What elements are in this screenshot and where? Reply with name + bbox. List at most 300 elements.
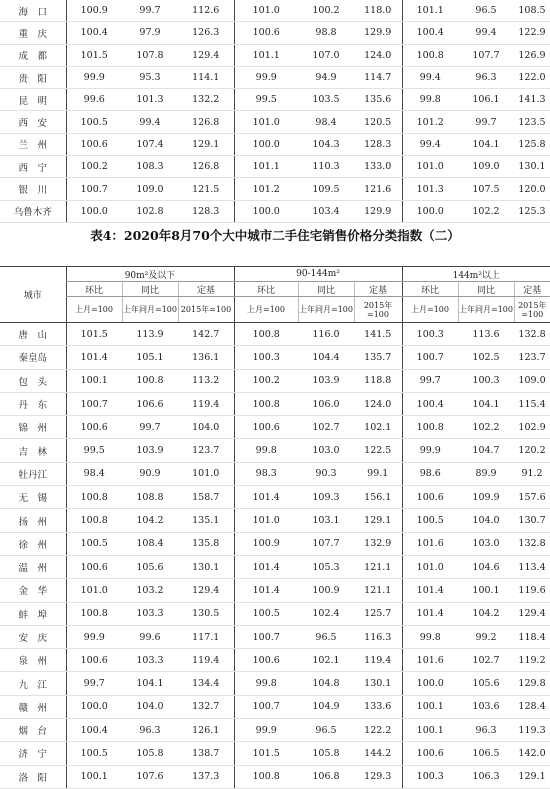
city-name-cell: 无 锡 (0, 486, 66, 509)
header-base-row (0, 297, 550, 323)
index-value-cell: 100.7 (234, 625, 298, 648)
city-name-cell: 金 华 (0, 579, 66, 602)
header-mom: 环比 (402, 282, 458, 297)
header-base-yoy: 上年同月=100 (458, 297, 514, 323)
index-value-cell: 98.4 (298, 111, 354, 133)
index-value-cell: 100.7 (66, 392, 122, 415)
index-value-cell: 104.0 (458, 509, 514, 532)
index-value-cell: 103.9 (298, 369, 354, 392)
index-value-cell: 108.3 (122, 156, 178, 178)
city-name-cell: 扬 州 (0, 509, 66, 532)
index-value-cell: 101.0 (402, 555, 458, 578)
table-row (0, 462, 550, 485)
index-value-cell: 100.0 (66, 200, 122, 222)
index-value-cell: 107.5 (458, 178, 514, 200)
index-value-cell: 98.6 (402, 462, 458, 485)
index-value-cell: 99.4 (402, 66, 458, 88)
index-value-cell: 104.0 (122, 695, 178, 718)
index-value-cell: 128.4 (514, 695, 550, 718)
index-value-cell: 135.7 (354, 346, 402, 369)
price-index-table (0, 266, 550, 789)
index-value-cell: 103.1 (298, 509, 354, 532)
city-name-cell: 蚌 埠 (0, 602, 66, 625)
city-name-cell: 成 都 (0, 44, 66, 66)
index-value-cell: 132.2 (178, 89, 234, 111)
table-row (0, 0, 550, 22)
index-value-cell: 101.4 (66, 346, 122, 369)
index-value-cell: 102.7 (298, 416, 354, 439)
header-base-fixed: 2015年=100 (354, 297, 402, 323)
header-mom: 环比 (66, 282, 122, 297)
index-value-cell: 106.8 (298, 765, 354, 788)
index-value-cell: 104.2 (122, 509, 178, 532)
index-value-cell: 104.4 (298, 346, 354, 369)
index-value-cell: 104.0 (178, 416, 234, 439)
table-row (0, 66, 550, 88)
index-value-cell: 100.4 (66, 719, 122, 742)
table-row (0, 742, 550, 765)
index-value-cell: 126.1 (178, 719, 234, 742)
city-name-cell: 贵 阳 (0, 66, 66, 88)
index-value-cell: 104.9 (298, 695, 354, 718)
index-value-cell: 113.6 (458, 323, 514, 346)
city-name-cell: 牡丹江 (0, 462, 66, 485)
index-value-cell: 99.7 (122, 0, 178, 22)
index-value-cell: 102.2 (458, 416, 514, 439)
index-value-cell: 102.5 (458, 346, 514, 369)
header-base-mom: 上月=100 (234, 297, 298, 323)
index-value-cell: 100.6 (234, 649, 298, 672)
index-value-cell: 99.5 (66, 439, 122, 462)
index-value-cell: 105.1 (122, 346, 178, 369)
header-base-fixed: 2015年=100 (514, 297, 550, 323)
header-base-yoy: 上年同月=100 (122, 297, 178, 323)
index-value-cell: 107.4 (122, 133, 178, 155)
index-value-cell: 100.8 (402, 416, 458, 439)
table-title: 表4：2020年8月70个大中城市二手住宅销售价格分类指数（二） (90, 228, 460, 243)
city-name-cell: 烟 台 (0, 719, 66, 742)
index-value-cell: 99.7 (122, 416, 178, 439)
index-value-cell: 119.3 (514, 719, 550, 742)
index-value-cell: 101.1 (234, 44, 298, 66)
index-value-cell: 100.9 (66, 0, 122, 22)
city-name-cell: 银 川 (0, 178, 66, 200)
index-value-cell: 100.5 (234, 602, 298, 625)
index-value-cell: 121.1 (354, 579, 402, 602)
index-value-cell: 99.8 (234, 439, 298, 462)
index-value-cell: 96.5 (298, 625, 354, 648)
index-value-cell: 121.1 (354, 555, 402, 578)
index-value-cell: 101.2 (234, 178, 298, 200)
index-value-cell: 89.9 (458, 462, 514, 485)
index-value-cell: 113.9 (122, 323, 178, 346)
header-yoy: 同比 (458, 282, 514, 297)
index-value-cell: 122.0 (514, 66, 550, 88)
index-value-cell: 122.2 (354, 719, 402, 742)
index-value-cell: 118.4 (514, 625, 550, 648)
index-value-cell: 129.4 (178, 579, 234, 602)
index-value-cell: 132.8 (514, 532, 550, 555)
city-name-cell: 锦 州 (0, 416, 66, 439)
index-value-cell: 116.0 (298, 323, 354, 346)
index-value-cell: 109.0 (458, 156, 514, 178)
city-name-cell: 包 头 (0, 369, 66, 392)
index-value-cell: 126.8 (178, 111, 234, 133)
index-value-cell: 129.4 (178, 44, 234, 66)
index-value-cell: 104.7 (458, 439, 514, 462)
index-value-cell: 100.6 (66, 133, 122, 155)
index-value-cell: 102.7 (458, 649, 514, 672)
header-group-large: 144m²以上 (402, 267, 550, 282)
index-value-cell: 142.0 (514, 742, 550, 765)
city-name-cell: 兰 州 (0, 133, 66, 155)
index-value-cell: 129.9 (354, 22, 402, 44)
index-value-cell: 99.5 (234, 89, 298, 111)
index-value-cell: 98.8 (298, 22, 354, 44)
index-value-cell: 123.5 (514, 111, 550, 133)
index-value-cell: 104.2 (458, 602, 514, 625)
index-value-cell: 114.7 (354, 66, 402, 88)
header-group-mid: 90-144m² (234, 267, 402, 282)
table-row (0, 509, 550, 532)
index-value-cell: 100.2 (234, 369, 298, 392)
index-value-cell: 126.3 (178, 22, 234, 44)
index-value-cell: 119.4 (178, 649, 234, 672)
index-value-cell: 104.1 (458, 392, 514, 415)
table-row (0, 44, 550, 66)
index-value-cell: 100.3 (402, 323, 458, 346)
index-value-cell: 101.4 (402, 579, 458, 602)
index-value-cell: 123.7 (178, 439, 234, 462)
index-value-cell: 128.3 (178, 200, 234, 222)
index-value-cell: 113.2 (178, 369, 234, 392)
table-row (0, 555, 550, 578)
index-value-cell: 100.5 (402, 509, 458, 532)
index-value-cell: 101.1 (402, 0, 458, 22)
table-row (0, 695, 550, 718)
index-value-cell: 130.1 (178, 555, 234, 578)
index-value-cell: 101.0 (234, 509, 298, 532)
index-value-cell: 100.3 (458, 369, 514, 392)
index-value-cell: 100.3 (402, 765, 458, 788)
index-value-cell: 100.0 (66, 695, 122, 718)
city-name-cell: 安 庆 (0, 625, 66, 648)
index-value-cell: 100.1 (402, 719, 458, 742)
table-row (0, 200, 550, 222)
index-value-cell: 137.3 (178, 765, 234, 788)
index-value-cell: 100.8 (402, 44, 458, 66)
index-value-cell: 100.9 (234, 532, 298, 555)
index-value-cell: 101.0 (178, 462, 234, 485)
index-value-cell: 102.1 (298, 649, 354, 672)
index-value-cell: 99.4 (402, 133, 458, 155)
index-value-cell: 102.2 (458, 200, 514, 222)
index-value-cell: 130.1 (354, 672, 402, 695)
index-value-cell: 100.1 (66, 765, 122, 788)
index-value-cell: 122.5 (354, 439, 402, 462)
index-value-cell: 157.6 (514, 486, 550, 509)
index-value-cell: 107.6 (122, 765, 178, 788)
index-value-cell: 105.8 (122, 742, 178, 765)
header-city: 城市 (0, 267, 66, 323)
index-value-cell: 109.0 (122, 178, 178, 200)
index-value-cell: 138.7 (178, 742, 234, 765)
table-row (0, 323, 550, 346)
index-value-cell: 119.4 (354, 649, 402, 672)
header-base-fixed: 2015年=100 (178, 297, 234, 323)
index-value-cell: 144.2 (354, 742, 402, 765)
index-value-cell: 120.0 (514, 178, 550, 200)
index-value-cell: 103.6 (458, 695, 514, 718)
index-value-cell: 104.8 (298, 672, 354, 695)
index-value-cell: 100.1 (66, 369, 122, 392)
index-value-cell: 104.6 (458, 555, 514, 578)
table-row (0, 719, 550, 742)
city-name-cell: 重 庆 (0, 22, 66, 44)
index-value-cell: 100.0 (402, 672, 458, 695)
city-name-cell: 赣 州 (0, 695, 66, 718)
index-value-cell: 100.4 (402, 22, 458, 44)
city-name-cell: 九 江 (0, 672, 66, 695)
index-value-cell: 113.4 (514, 555, 550, 578)
table-row (0, 178, 550, 200)
index-value-cell: 108.5 (514, 0, 550, 22)
index-value-cell: 105.6 (458, 672, 514, 695)
city-name-cell: 洛 阳 (0, 765, 66, 788)
index-value-cell: 99.6 (122, 625, 178, 648)
index-value-cell: 90.9 (122, 462, 178, 485)
index-value-cell: 101.2 (402, 111, 458, 133)
index-value-cell: 99.9 (66, 625, 122, 648)
index-value-cell: 118.8 (354, 369, 402, 392)
main-table-body (0, 323, 550, 789)
index-value-cell: 103.4 (298, 200, 354, 222)
index-value-cell: 100.6 (234, 416, 298, 439)
index-value-cell: 135.6 (354, 89, 402, 111)
index-value-cell: 119.2 (514, 649, 550, 672)
index-value-cell: 96.5 (458, 0, 514, 22)
index-value-cell: 130.5 (178, 602, 234, 625)
index-value-cell: 112.6 (178, 0, 234, 22)
index-value-cell: 130.7 (514, 509, 550, 532)
index-value-cell: 90.3 (298, 462, 354, 485)
index-value-cell: 101.6 (402, 532, 458, 555)
index-value-cell: 100.6 (234, 22, 298, 44)
city-name-cell: 丹 东 (0, 392, 66, 415)
index-value-cell: 132.8 (514, 323, 550, 346)
index-value-cell: 101.4 (234, 579, 298, 602)
index-value-cell: 105.3 (298, 555, 354, 578)
index-value-cell: 107.8 (122, 44, 178, 66)
index-value-cell: 141.3 (514, 89, 550, 111)
header-yoy: 同比 (298, 282, 354, 297)
index-value-cell: 99.9 (234, 719, 298, 742)
index-value-cell: 133.0 (354, 156, 402, 178)
index-value-cell: 101.3 (402, 178, 458, 200)
index-value-cell: 108.4 (122, 532, 178, 555)
index-value-cell: 128.3 (354, 133, 402, 155)
header-group-row (0, 267, 550, 282)
index-value-cell: 116.3 (354, 625, 402, 648)
index-value-cell: 100.7 (234, 695, 298, 718)
index-value-cell: 121.6 (354, 178, 402, 200)
index-value-cell: 99.8 (402, 89, 458, 111)
index-value-cell: 99.8 (234, 672, 298, 695)
table-row (0, 602, 550, 625)
index-value-cell: 103.2 (122, 579, 178, 602)
city-name-cell: 乌鲁木齐 (0, 200, 66, 222)
index-value-cell: 99.2 (458, 625, 514, 648)
index-value-cell: 142.7 (178, 323, 234, 346)
header-sub-row (0, 282, 550, 297)
index-value-cell: 130.1 (514, 156, 550, 178)
index-value-cell: 100.6 (402, 742, 458, 765)
index-value-cell: 102.9 (514, 416, 550, 439)
index-value-cell: 104.1 (122, 672, 178, 695)
index-value-cell: 101.6 (402, 649, 458, 672)
index-value-cell: 100.5 (66, 111, 122, 133)
header-base-mom: 上月=100 (402, 297, 458, 323)
index-value-cell: 124.0 (354, 392, 402, 415)
index-value-cell: 99.8 (402, 625, 458, 648)
index-value-cell: 121.5 (178, 178, 234, 200)
index-value-cell: 101.5 (66, 323, 122, 346)
index-value-cell: 114.1 (178, 66, 234, 88)
index-value-cell: 96.3 (122, 719, 178, 742)
index-value-cell: 96.3 (458, 66, 514, 88)
index-value-cell: 100.8 (234, 323, 298, 346)
city-name-cell: 泉 州 (0, 649, 66, 672)
index-value-cell: 100.0 (234, 133, 298, 155)
index-value-cell: 106.3 (458, 765, 514, 788)
index-value-cell: 115.4 (514, 392, 550, 415)
city-name-cell: 秦皇岛 (0, 346, 66, 369)
header-group-small: 90m²及以下 (66, 267, 234, 282)
index-value-cell: 102.4 (298, 602, 354, 625)
index-value-cell: 107.7 (458, 44, 514, 66)
index-value-cell: 101.4 (402, 602, 458, 625)
index-value-cell: 110.3 (298, 156, 354, 178)
index-value-cell: 100.8 (66, 509, 122, 532)
index-value-cell: 100.8 (122, 369, 178, 392)
index-value-cell: 135.8 (178, 532, 234, 555)
index-value-cell: 100.6 (66, 649, 122, 672)
table-row (0, 649, 550, 672)
index-value-cell: 98.3 (234, 462, 298, 485)
index-value-cell: 102.8 (122, 200, 178, 222)
index-value-cell: 101.5 (234, 742, 298, 765)
table-row (0, 133, 550, 155)
index-value-cell: 133.6 (354, 695, 402, 718)
index-value-cell: 104.1 (458, 133, 514, 155)
table-row (0, 89, 550, 111)
index-value-cell: 101.4 (234, 555, 298, 578)
index-value-cell: 97.9 (122, 22, 178, 44)
table-row (0, 369, 550, 392)
index-value-cell: 120.2 (514, 439, 550, 462)
header-fixed: 定基 (514, 282, 550, 297)
index-value-cell: 117.1 (178, 625, 234, 648)
index-value-cell: 125.7 (354, 602, 402, 625)
index-value-cell: 100.5 (66, 742, 122, 765)
index-value-cell: 141.5 (354, 323, 402, 346)
table-row (0, 672, 550, 695)
index-value-cell: 120.5 (354, 111, 402, 133)
index-value-cell: 132.7 (178, 695, 234, 718)
index-value-cell: 99.4 (122, 111, 178, 133)
index-value-cell: 106.6 (122, 392, 178, 415)
top-continuation-table (0, 0, 550, 223)
index-value-cell: 99.4 (458, 22, 514, 44)
header-fixed: 定基 (354, 282, 402, 297)
index-value-cell: 99.9 (66, 66, 122, 88)
index-value-cell: 100.1 (402, 695, 458, 718)
index-value-cell: 101.0 (234, 0, 298, 22)
header-fixed: 定基 (178, 282, 234, 297)
index-value-cell: 136.1 (178, 346, 234, 369)
index-value-cell: 104.3 (298, 133, 354, 155)
table-row (0, 625, 550, 648)
index-value-cell: 107.0 (298, 44, 354, 66)
index-value-cell: 129.9 (354, 200, 402, 222)
city-name-cell: 吉 林 (0, 439, 66, 462)
index-value-cell: 108.8 (122, 486, 178, 509)
index-value-cell: 123.7 (514, 346, 550, 369)
index-value-cell: 100.6 (402, 486, 458, 509)
index-value-cell: 125.3 (514, 200, 550, 222)
index-value-cell: 129.1 (514, 765, 550, 788)
index-value-cell: 129.1 (178, 133, 234, 155)
index-value-cell: 119.4 (178, 392, 234, 415)
index-value-cell: 100.6 (66, 416, 122, 439)
index-value-cell: 100.5 (66, 532, 122, 555)
index-value-cell: 101.0 (234, 111, 298, 133)
index-value-cell: 101.0 (402, 156, 458, 178)
index-value-cell: 100.8 (234, 765, 298, 788)
index-value-cell: 158.7 (178, 486, 234, 509)
index-value-cell: 100.7 (402, 346, 458, 369)
city-name-cell: 昆 明 (0, 89, 66, 111)
city-name-cell: 西 安 (0, 111, 66, 133)
city-name-cell: 海 口 (0, 0, 66, 22)
top-table-body (0, 0, 550, 222)
index-value-cell: 100.2 (298, 0, 354, 22)
index-value-cell: 129.3 (354, 765, 402, 788)
index-value-cell: 125.8 (514, 133, 550, 155)
index-value-cell: 106.1 (458, 89, 514, 111)
index-value-cell: 100.8 (66, 602, 122, 625)
index-value-cell: 100.8 (66, 486, 122, 509)
index-value-cell: 100.3 (234, 346, 298, 369)
index-value-cell: 101.0 (66, 579, 122, 602)
index-value-cell: 98.4 (66, 462, 122, 485)
index-value-cell: 106.0 (298, 392, 354, 415)
index-value-cell: 101.4 (234, 486, 298, 509)
index-value-cell: 103.3 (122, 649, 178, 672)
index-value-cell: 96.5 (298, 719, 354, 742)
index-value-cell: 134.4 (178, 672, 234, 695)
city-name-cell: 唐 山 (0, 323, 66, 346)
index-value-cell: 135.1 (178, 509, 234, 532)
index-value-cell: 109.0 (514, 369, 550, 392)
index-value-cell: 107.7 (298, 532, 354, 555)
index-value-cell: 99.9 (402, 439, 458, 462)
index-value-cell: 105.8 (298, 742, 354, 765)
index-value-cell: 109.9 (458, 486, 514, 509)
index-value-cell: 156.1 (354, 486, 402, 509)
index-value-cell: 102.1 (354, 416, 402, 439)
index-value-cell: 103.5 (298, 89, 354, 111)
